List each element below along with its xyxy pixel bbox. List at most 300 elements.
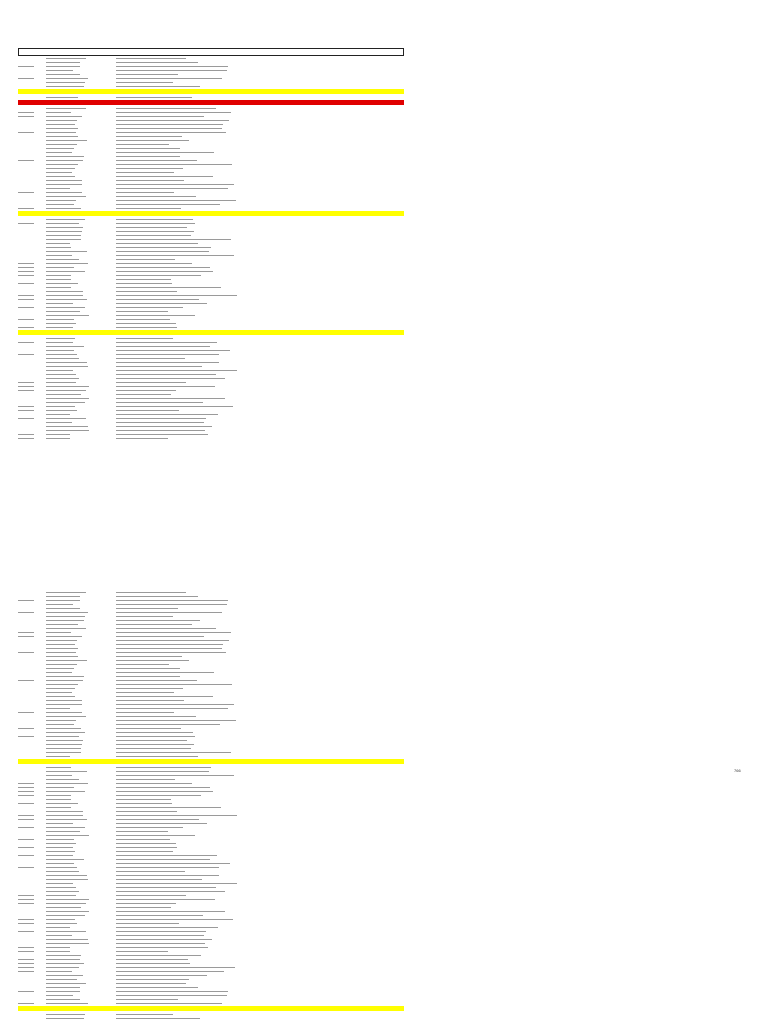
column-header-row xyxy=(18,48,404,56)
cell-placeholder xyxy=(18,275,34,276)
cell-placeholder xyxy=(46,144,77,145)
cell-placeholder xyxy=(18,919,34,920)
cell-placeholder xyxy=(18,963,34,964)
cell-placeholder xyxy=(18,903,34,904)
cell-placeholder xyxy=(46,652,76,653)
cell-placeholder xyxy=(116,947,208,948)
cell-placeholder xyxy=(116,156,180,157)
cell-placeholder xyxy=(46,787,74,788)
cell-placeholder xyxy=(46,204,74,205)
cell-placeholder xyxy=(46,239,81,240)
cell-placeholder xyxy=(116,287,221,288)
cell-placeholder xyxy=(116,592,186,593)
cell-placeholder xyxy=(116,903,176,904)
cell-placeholder xyxy=(116,871,185,872)
cell-placeholder xyxy=(116,319,170,320)
cell-placeholder xyxy=(18,736,34,737)
cell-placeholder xyxy=(18,967,34,968)
cell-placeholder xyxy=(18,1003,34,1004)
table-row xyxy=(18,84,404,88)
cell-placeholder xyxy=(46,847,73,848)
cell-placeholder xyxy=(18,263,34,264)
cell-placeholder xyxy=(116,983,186,984)
table-row xyxy=(18,206,404,210)
cell-placeholder xyxy=(116,851,173,852)
spreadsheet-page-top xyxy=(18,48,404,502)
cell-placeholder xyxy=(116,283,172,284)
cell-placeholder xyxy=(116,608,178,609)
cell-placeholder xyxy=(46,899,89,900)
cell-placeholder xyxy=(116,935,204,936)
cell-placeholder xyxy=(46,97,78,98)
cell-placeholder xyxy=(116,756,198,757)
cell-placeholder xyxy=(116,263,192,264)
cell-placeholder xyxy=(116,879,202,880)
cell-placeholder xyxy=(46,919,75,920)
cell-placeholder xyxy=(46,327,73,328)
cell-placeholder xyxy=(116,604,227,605)
cell-placeholder xyxy=(116,831,168,832)
cell-placeholder xyxy=(18,223,34,224)
cell-placeholder xyxy=(46,819,87,820)
cell-placeholder xyxy=(116,859,210,860)
cell-placeholder xyxy=(18,847,34,848)
cell-placeholder xyxy=(18,791,34,792)
cell-placeholder xyxy=(116,712,174,713)
cell-placeholder xyxy=(116,204,220,205)
cell-placeholder xyxy=(116,684,232,685)
cell-placeholder xyxy=(116,915,203,916)
cell-placeholder xyxy=(46,600,80,601)
cell-placeholder xyxy=(46,728,81,729)
cell-placeholder xyxy=(46,831,80,832)
cell-placeholder xyxy=(46,311,80,312)
cell-placeholder xyxy=(46,303,73,304)
page-number: 766 xyxy=(734,768,741,773)
cell-placeholder xyxy=(46,346,84,347)
cell-placeholder xyxy=(116,740,187,741)
cell-placeholder xyxy=(46,168,75,169)
cell-placeholder xyxy=(46,596,80,597)
cell-placeholder xyxy=(116,311,168,312)
cell-placeholder xyxy=(116,235,191,236)
cell-placeholder xyxy=(46,1014,85,1015)
cell-placeholder xyxy=(116,271,213,272)
cell-placeholder xyxy=(46,771,87,772)
cell-placeholder xyxy=(18,410,34,411)
cell-placeholder xyxy=(46,112,71,113)
cell-placeholder xyxy=(116,676,180,677)
cell-placeholder xyxy=(46,995,73,996)
cell-placeholder xyxy=(116,975,207,976)
cell-placeholder xyxy=(46,398,89,399)
cell-placeholder xyxy=(46,188,70,189)
cell-placeholder xyxy=(116,688,183,689)
cell-placeholder xyxy=(46,692,72,693)
cell-placeholder xyxy=(46,724,74,725)
cell-placeholder xyxy=(116,656,182,657)
cell-placeholder xyxy=(116,995,227,996)
cell-placeholder xyxy=(116,616,173,617)
cell-placeholder xyxy=(116,62,198,63)
cell-placeholder xyxy=(116,867,219,868)
cell-placeholder xyxy=(116,664,169,665)
cell-placeholder xyxy=(116,771,209,772)
cell-placeholder xyxy=(18,78,34,79)
cell-placeholder xyxy=(116,140,189,141)
cell-placeholder xyxy=(46,247,71,248)
cell-placeholder xyxy=(116,620,200,621)
cell-placeholder xyxy=(46,592,86,593)
cell-placeholder xyxy=(18,947,34,948)
cell-placeholder xyxy=(46,887,76,888)
cell-placeholder xyxy=(116,692,174,693)
cell-placeholder xyxy=(116,660,189,661)
cell-placeholder xyxy=(116,819,199,820)
cell-placeholder xyxy=(116,366,202,367)
cell-placeholder xyxy=(18,327,34,328)
cell-placeholder xyxy=(116,188,228,189)
cell-placeholder xyxy=(116,991,228,992)
cell-placeholder xyxy=(116,1003,222,1004)
cell-placeholder xyxy=(46,279,71,280)
cell-placeholder xyxy=(116,196,196,197)
cell-placeholder xyxy=(46,795,71,796)
cell-placeholder xyxy=(46,859,84,860)
cell-placeholder xyxy=(46,58,86,59)
cell-placeholder xyxy=(46,732,85,733)
cell-placeholder xyxy=(46,295,83,296)
cell-placeholder xyxy=(116,180,184,181)
cell-placeholder xyxy=(116,883,237,884)
cell-placeholder xyxy=(46,915,85,916)
cell-placeholder xyxy=(46,616,85,617)
cell-placeholder xyxy=(116,891,225,892)
cell-placeholder xyxy=(46,164,78,165)
cell-placeholder xyxy=(46,307,85,308)
cell-placeholder xyxy=(18,680,34,681)
cell-placeholder xyxy=(46,740,83,741)
cell-placeholder xyxy=(46,82,85,83)
cell-placeholder xyxy=(18,931,34,932)
cell-placeholder xyxy=(18,815,34,816)
cell-placeholder xyxy=(46,271,85,272)
cell-placeholder xyxy=(46,712,82,713)
cell-placeholder xyxy=(46,676,84,677)
cell-placeholder xyxy=(46,235,81,236)
cell-placeholder xyxy=(46,987,80,988)
cell-placeholder xyxy=(116,855,217,856)
cell-placeholder xyxy=(116,160,197,161)
cell-placeholder xyxy=(116,323,176,324)
cell-placeholder xyxy=(116,967,235,968)
cell-placeholder xyxy=(116,426,212,427)
cell-placeholder xyxy=(116,402,203,403)
cell-placeholder xyxy=(18,867,34,868)
cell-placeholder xyxy=(116,716,196,717)
table-row xyxy=(18,1001,404,1005)
cell-placeholder xyxy=(46,430,89,431)
cell-placeholder xyxy=(46,354,77,355)
cell-placeholder xyxy=(46,418,86,419)
cell-placeholder xyxy=(18,271,34,272)
cell-placeholder xyxy=(116,672,214,673)
cell-placeholder xyxy=(116,728,181,729)
cell-placeholder xyxy=(116,927,218,928)
cell-placeholder xyxy=(116,987,198,988)
cell-placeholder xyxy=(116,82,173,83)
cell-placeholder xyxy=(46,628,86,629)
cell-placeholder xyxy=(46,338,75,339)
cell-placeholder xyxy=(18,795,34,796)
cell-placeholder xyxy=(46,291,83,292)
cell-placeholder xyxy=(116,887,216,888)
cell-placeholder xyxy=(116,640,229,641)
cell-placeholder xyxy=(46,672,72,673)
cell-placeholder xyxy=(46,323,76,324)
cell-placeholder xyxy=(46,66,80,67)
cell-placeholder xyxy=(46,636,82,637)
cell-placeholder xyxy=(18,406,34,407)
cell-placeholder xyxy=(116,255,234,256)
cell-placeholder xyxy=(46,851,75,852)
cell-placeholder xyxy=(46,251,87,252)
cell-placeholder xyxy=(116,438,168,439)
cell-placeholder xyxy=(116,736,195,737)
cell-placeholder xyxy=(116,1014,173,1015)
cell-placeholder xyxy=(46,78,88,79)
cell-placeholder xyxy=(18,390,34,391)
cell-placeholder xyxy=(116,895,186,896)
section-band xyxy=(18,759,404,764)
cell-placeholder xyxy=(18,783,34,784)
cell-placeholder xyxy=(46,983,86,984)
cell-placeholder xyxy=(116,299,199,300)
cell-placeholder xyxy=(116,132,226,133)
cell-placeholder xyxy=(46,152,72,153)
cell-placeholder xyxy=(46,867,77,868)
cell-placeholder xyxy=(116,955,201,956)
cell-placeholder xyxy=(18,160,34,161)
cell-placeholder xyxy=(116,907,171,908)
cell-placeholder xyxy=(116,58,186,59)
cell-placeholder xyxy=(46,700,82,701)
cell-placeholder xyxy=(46,931,86,932)
cell-placeholder xyxy=(116,342,217,343)
cell-placeholder xyxy=(116,136,182,137)
table-body xyxy=(18,56,404,440)
cell-placeholder xyxy=(18,632,34,633)
cell-placeholder xyxy=(46,426,88,427)
cell-placeholder xyxy=(116,275,201,276)
cell-placeholder xyxy=(46,923,77,924)
cell-placeholder xyxy=(46,136,78,137)
cell-placeholder xyxy=(46,382,76,383)
cell-placeholder xyxy=(46,120,77,121)
cell-placeholder xyxy=(116,338,173,339)
cell-placeholder xyxy=(116,208,181,209)
cell-placeholder xyxy=(116,811,177,812)
cell-placeholder xyxy=(18,636,34,637)
cell-placeholder xyxy=(116,374,216,375)
cell-placeholder xyxy=(116,600,228,601)
cell-placeholder xyxy=(46,696,75,697)
cell-placeholder xyxy=(18,827,34,828)
cell-placeholder xyxy=(18,652,34,653)
cell-placeholder xyxy=(116,303,207,304)
cell-placeholder xyxy=(46,184,82,185)
cell-placeholder xyxy=(18,438,34,439)
cell-placeholder xyxy=(18,923,34,924)
cell-placeholder xyxy=(46,935,72,936)
cell-placeholder xyxy=(116,971,224,972)
cell-placeholder xyxy=(116,152,214,153)
cell-placeholder xyxy=(46,140,87,141)
cell-placeholder xyxy=(46,390,86,391)
cell-placeholder xyxy=(116,783,192,784)
cell-placeholder xyxy=(18,895,34,896)
cell-placeholder xyxy=(46,895,76,896)
cell-placeholder xyxy=(116,791,213,792)
cell-placeholder xyxy=(116,176,213,177)
cell-placeholder xyxy=(116,307,183,308)
cell-placeholder xyxy=(46,999,80,1000)
cell-placeholder xyxy=(46,378,79,379)
cell-placeholder xyxy=(46,875,87,876)
cell-placeholder xyxy=(46,386,89,387)
section-band xyxy=(18,211,404,216)
cell-placeholder xyxy=(116,795,201,796)
cell-placeholder xyxy=(116,390,176,391)
cell-placeholder xyxy=(46,943,89,944)
cell-placeholder xyxy=(46,959,80,960)
cell-placeholder xyxy=(46,947,70,948)
cell-placeholder xyxy=(46,208,81,209)
cell-placeholder xyxy=(116,184,234,185)
cell-placeholder xyxy=(116,120,229,121)
cell-placeholder xyxy=(46,783,88,784)
cell-placeholder xyxy=(46,744,82,745)
cell-placeholder xyxy=(46,827,85,828)
cell-placeholder xyxy=(116,116,204,117)
cell-placeholder xyxy=(46,664,77,665)
cell-placeholder xyxy=(46,823,73,824)
cell-placeholder xyxy=(46,74,80,75)
cell-placeholder xyxy=(46,200,76,201)
section-band xyxy=(18,1006,404,1011)
cell-placeholder xyxy=(116,744,194,745)
cell-placeholder xyxy=(116,775,234,776)
cell-placeholder xyxy=(116,787,210,788)
cell-placeholder xyxy=(46,752,81,753)
cell-placeholder xyxy=(46,624,78,625)
cell-placeholder xyxy=(116,406,233,407)
section-band xyxy=(18,330,404,335)
cell-placeholder xyxy=(46,1018,84,1019)
cell-placeholder xyxy=(116,124,223,125)
cell-placeholder xyxy=(116,74,178,75)
cell-placeholder xyxy=(46,263,88,264)
cell-placeholder xyxy=(46,259,79,260)
cell-placeholder xyxy=(46,660,87,661)
cell-placeholder xyxy=(46,366,88,367)
cell-placeholder xyxy=(18,132,34,133)
cell-placeholder xyxy=(18,612,34,613)
cell-placeholder xyxy=(116,358,185,359)
cell-placeholder xyxy=(18,951,34,952)
cell-placeholder xyxy=(18,803,34,804)
cell-placeholder xyxy=(18,116,34,117)
cell-placeholder xyxy=(46,223,79,224)
cell-placeholder xyxy=(46,287,71,288)
cell-placeholder xyxy=(46,422,72,423)
cell-placeholder xyxy=(46,951,70,952)
cell-placeholder xyxy=(116,704,234,705)
cell-placeholder xyxy=(116,144,169,145)
cell-placeholder xyxy=(116,378,225,379)
cell-placeholder xyxy=(116,827,183,828)
cell-placeholder xyxy=(46,720,76,721)
cell-placeholder xyxy=(46,684,78,685)
cell-placeholder xyxy=(46,939,88,940)
cell-placeholder xyxy=(116,624,192,625)
cell-placeholder xyxy=(46,148,74,149)
cell-placeholder xyxy=(116,267,210,268)
cell-placeholder xyxy=(18,386,34,387)
cell-placeholder xyxy=(46,879,88,880)
cell-placeholder xyxy=(46,172,72,173)
cell-placeholder xyxy=(116,748,191,749)
cell-placeholder xyxy=(116,164,232,165)
cell-placeholder xyxy=(116,931,206,932)
cell-placeholder xyxy=(46,108,86,109)
cell-placeholder xyxy=(116,839,170,840)
cell-placeholder xyxy=(46,231,82,232)
cell-placeholder xyxy=(116,612,222,613)
cell-placeholder xyxy=(116,779,175,780)
cell-placeholder xyxy=(116,863,230,864)
cell-placeholder xyxy=(18,959,34,960)
cell-placeholder xyxy=(116,370,237,371)
cell-placeholder xyxy=(46,192,82,193)
cell-placeholder xyxy=(18,728,34,729)
cell-placeholder xyxy=(46,748,81,749)
cell-placeholder xyxy=(18,267,34,268)
cell-placeholder xyxy=(46,767,71,768)
cell-placeholder xyxy=(116,108,216,109)
cell-placeholder xyxy=(116,951,168,952)
cell-placeholder xyxy=(46,704,82,705)
cell-placeholder xyxy=(116,632,231,633)
cell-placeholder xyxy=(116,422,204,423)
cell-placeholder xyxy=(116,227,187,228)
table-row xyxy=(18,95,404,99)
cell-placeholder xyxy=(46,891,79,892)
cell-placeholder xyxy=(46,775,72,776)
cell-placeholder xyxy=(18,66,34,67)
cell-placeholder xyxy=(46,227,83,228)
cell-placeholder xyxy=(116,963,190,964)
cell-placeholder xyxy=(18,382,34,383)
cell-placeholder xyxy=(116,97,192,98)
cell-placeholder xyxy=(116,668,180,669)
cell-placeholder xyxy=(46,196,86,197)
cell-placeholder xyxy=(46,907,81,908)
cell-placeholder xyxy=(116,362,219,363)
cell-placeholder xyxy=(116,875,219,876)
cell-placeholder xyxy=(46,370,73,371)
cell-placeholder xyxy=(18,295,34,296)
